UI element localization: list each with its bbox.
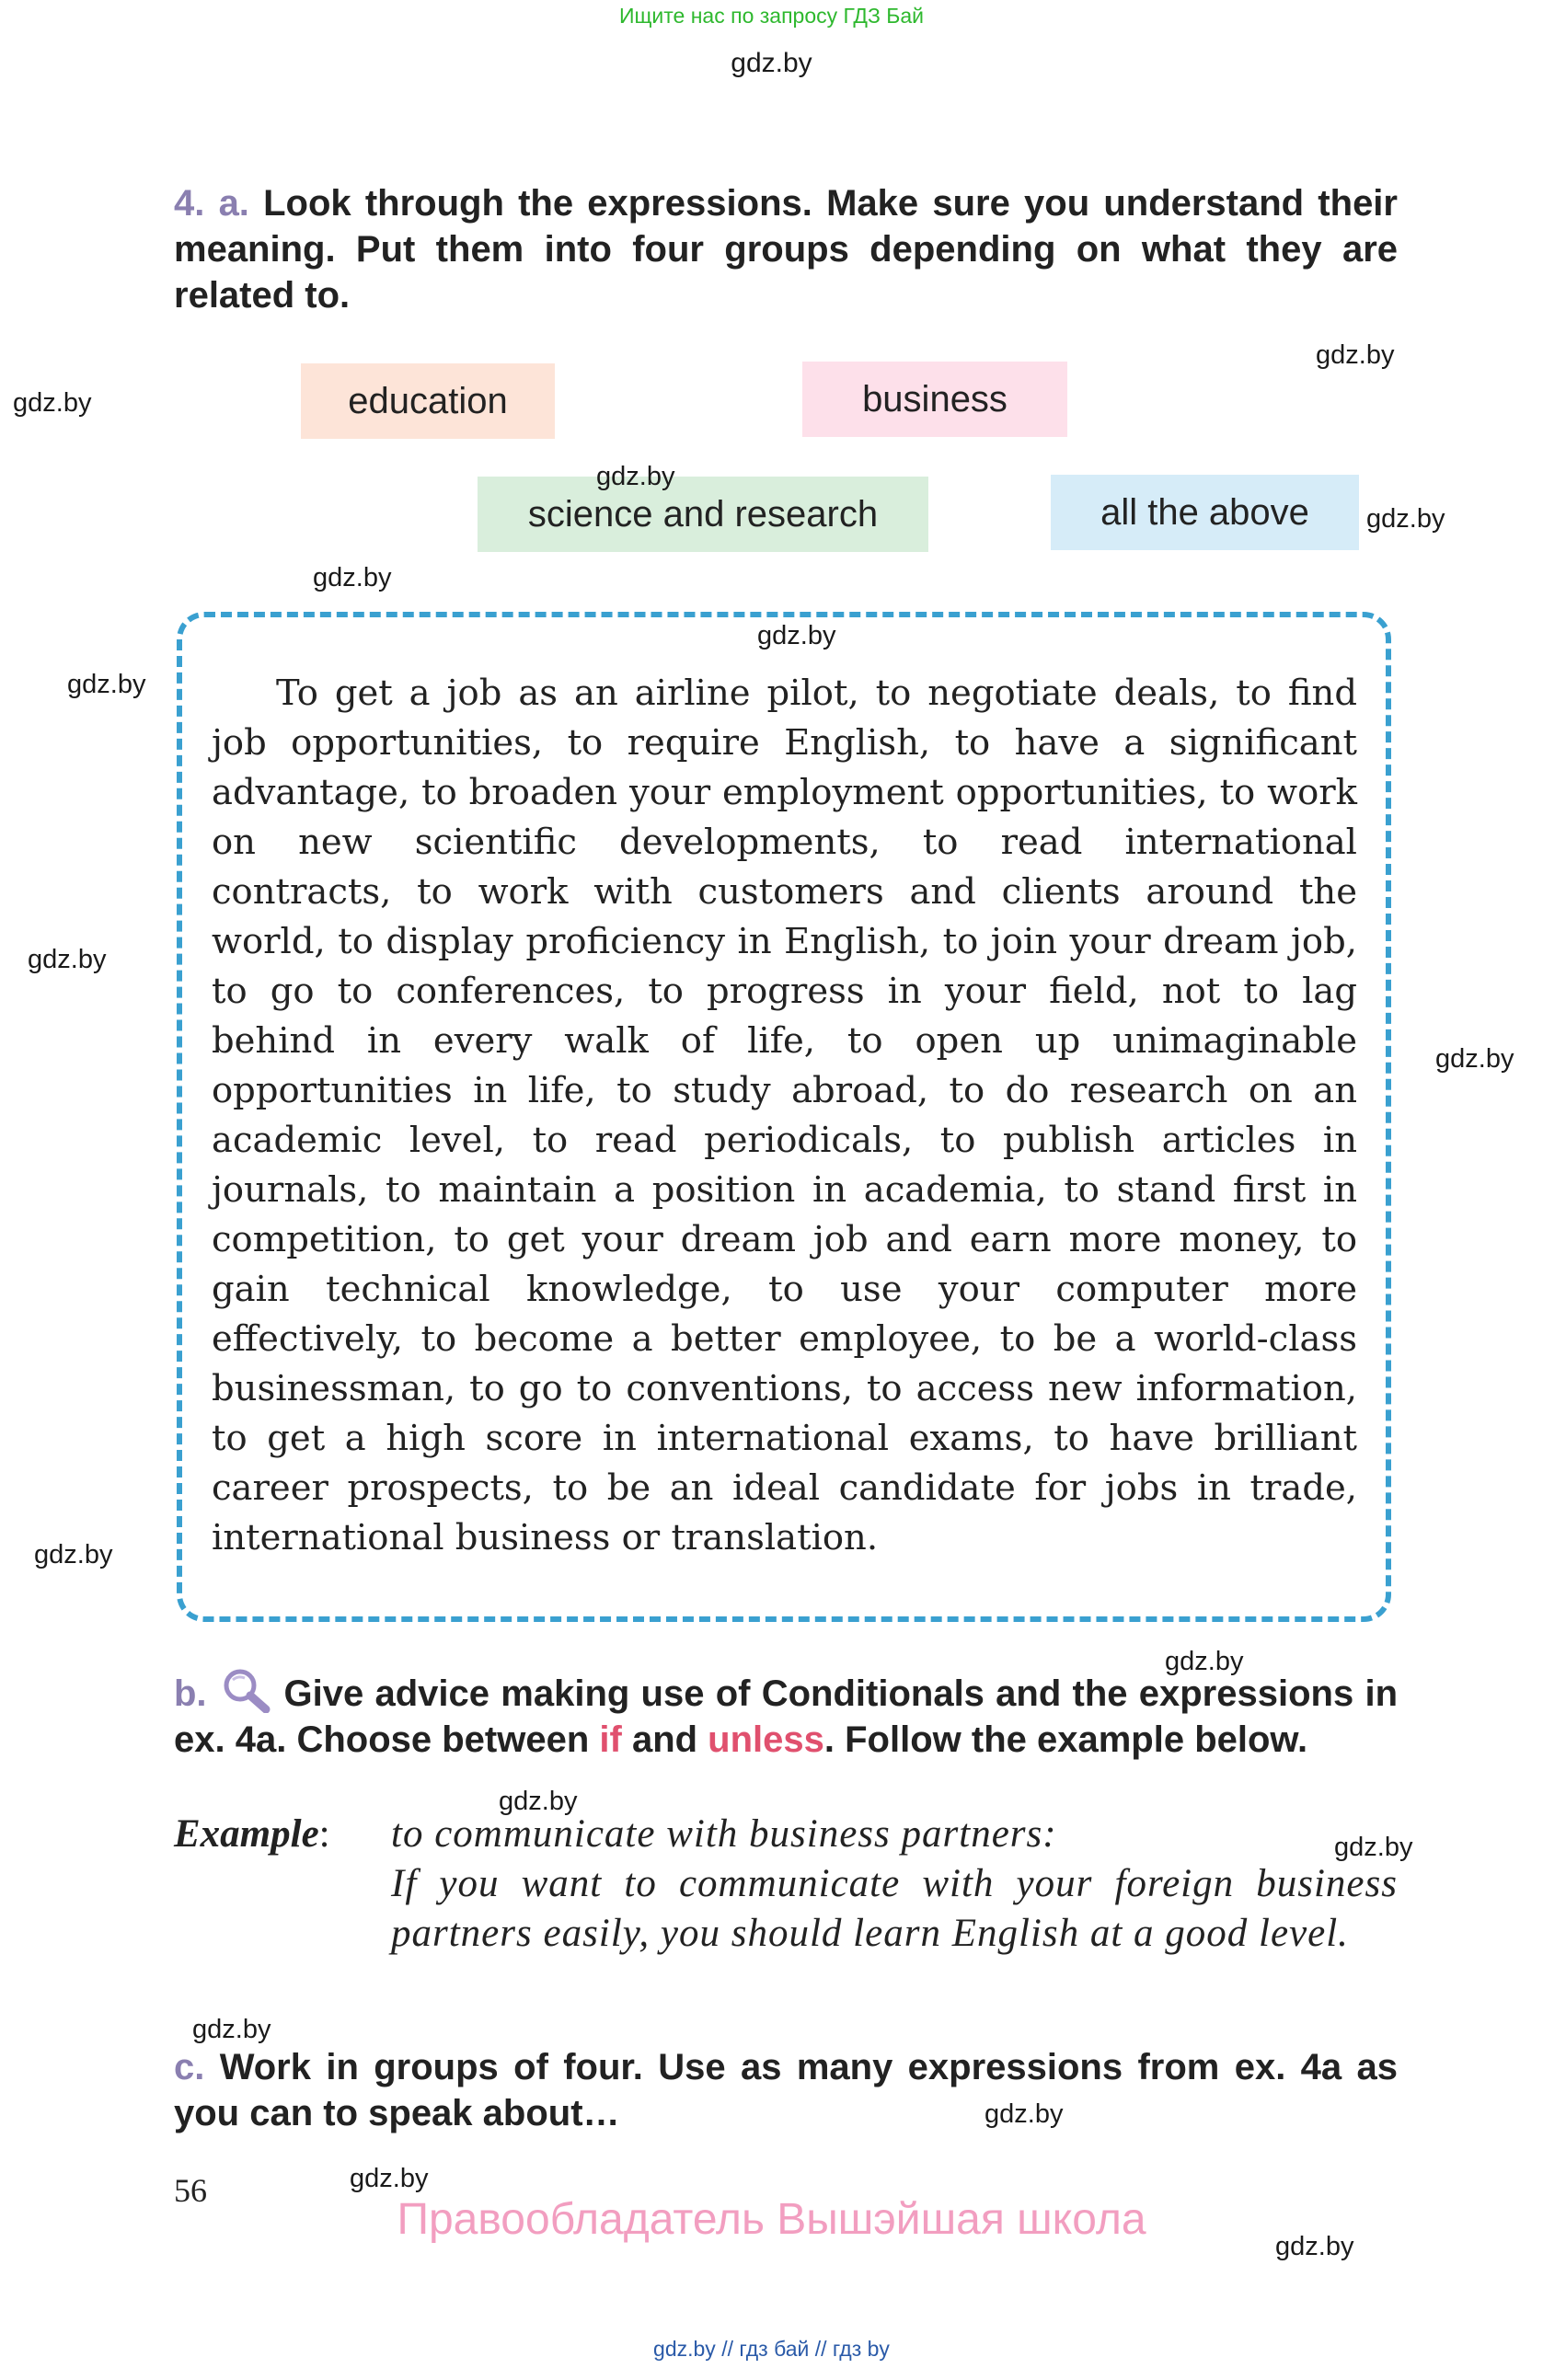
watermark: gdz.by [1334, 1833, 1413, 1862]
category-education: education [301, 363, 555, 439]
exercise-letter-b: b. [174, 1673, 207, 1714]
exercise-4a-instructions [174, 180, 1398, 318]
expressions-text [212, 669, 1357, 1563]
magnifier-icon [220, 1667, 275, 1713]
watermark: gdz.by [1435, 1044, 1514, 1074]
example-label [174, 1810, 330, 1859]
watermark: gdz.by [13, 388, 92, 418]
watermark: gdz.by [1366, 504, 1445, 534]
site-name: gdz.by [731, 48, 812, 78]
exercise-letter-a: a. [218, 183, 249, 224]
exercise-4b-text-3: . Follow the example below. [823, 1719, 1308, 1760]
exercise-letter-c: c. [174, 2047, 205, 2087]
word-if: if [599, 1719, 622, 1760]
watermark: gdz.by [499, 1787, 578, 1816]
watermark: gdz.by [28, 945, 107, 974]
watermark: gdz.by [596, 462, 675, 491]
expressions-paragraph: To get a job as an airline pilot, to negotiate deals, to find job opportunities, to require English, to have a significant advantage, to broaden your employment opportunities, to work on new scientific developments, to read international contracts, to work with customers and clients around the world, to display proficiency in English, to join your dream job, to go to conferences, to progress in your field, not to lag behind in every walk of life, to open up unimaginable opportunities in life, to study abroad, to do research on an academic level, to read periodicals, to publish articles in journals, to maintain a position in academia, to stand first in competition, to get your dream job and earn more money, to gain technical knowledge, to use your computer more effectively, to become a better employee, to be a world-class businessman, to go to conventions, to access new information, to get a high score in international exams, to have brilliant career prospects, to be an ideal candidate for jobs in trade, international business or translation. [212, 673, 1357, 1558]
category-business: business [802, 362, 1067, 437]
category-science-and-research: science and research [478, 477, 928, 552]
example-body [391, 1810, 1398, 1959]
exercise-4b-text-1: Give advice making use of Conditionals and the expressions in ex. 4a. Choose between [174, 1673, 1398, 1760]
watermark: gdz.by [757, 621, 836, 650]
watermark: gdz.by [1165, 1647, 1244, 1676]
exercise-4b-instructions [174, 1667, 1398, 1763]
exercise-4b-text-2: and [621, 1719, 708, 1760]
watermark: gdz.by [192, 2015, 271, 2044]
exercise-number: 4. [174, 183, 205, 224]
exercise-4c-instructions [174, 2044, 1398, 2136]
watermark: gdz.by [1275, 2232, 1354, 2261]
watermark: gdz.by [1316, 340, 1395, 370]
footer-links: gdz.by // гдз бай // гдз by [653, 2337, 890, 2361]
watermark: gdz.by [313, 563, 392, 592]
word-unless: unless [708, 1719, 824, 1760]
example-colon: : [318, 1812, 330, 1856]
exercise-4a-text: Look through the expressions. Make sure you understand their meaning. Put them into four groups depending on what they are related to. [174, 183, 1398, 316]
watermark: gdz.by [34, 1540, 113, 1569]
exercise-4c-text: Work in groups of four. Use as many expressions from ex. 4a as you can to speak about… [174, 2047, 1398, 2133]
example-label-text: Example [174, 1812, 319, 1856]
search-note: Ищите нас по запросу ГДЗ Бай [618, 4, 925, 28]
page-number: 56 [174, 2172, 207, 2209]
watermark: gdz.by [67, 670, 146, 699]
example-prompt: to communicate with business partners: [391, 1812, 1057, 1856]
category-all-the-above: all the above [1051, 475, 1359, 550]
example-answer: If you want to communicate with your foreign business partners easily, you should learn English at a good level. [391, 1862, 1398, 1955]
watermark: gdz.by [985, 2099, 1064, 2129]
watermark: gdz.by [350, 2164, 429, 2193]
rights-holder: Правообладатель Вышэйшая школа [397, 2195, 1146, 2244]
